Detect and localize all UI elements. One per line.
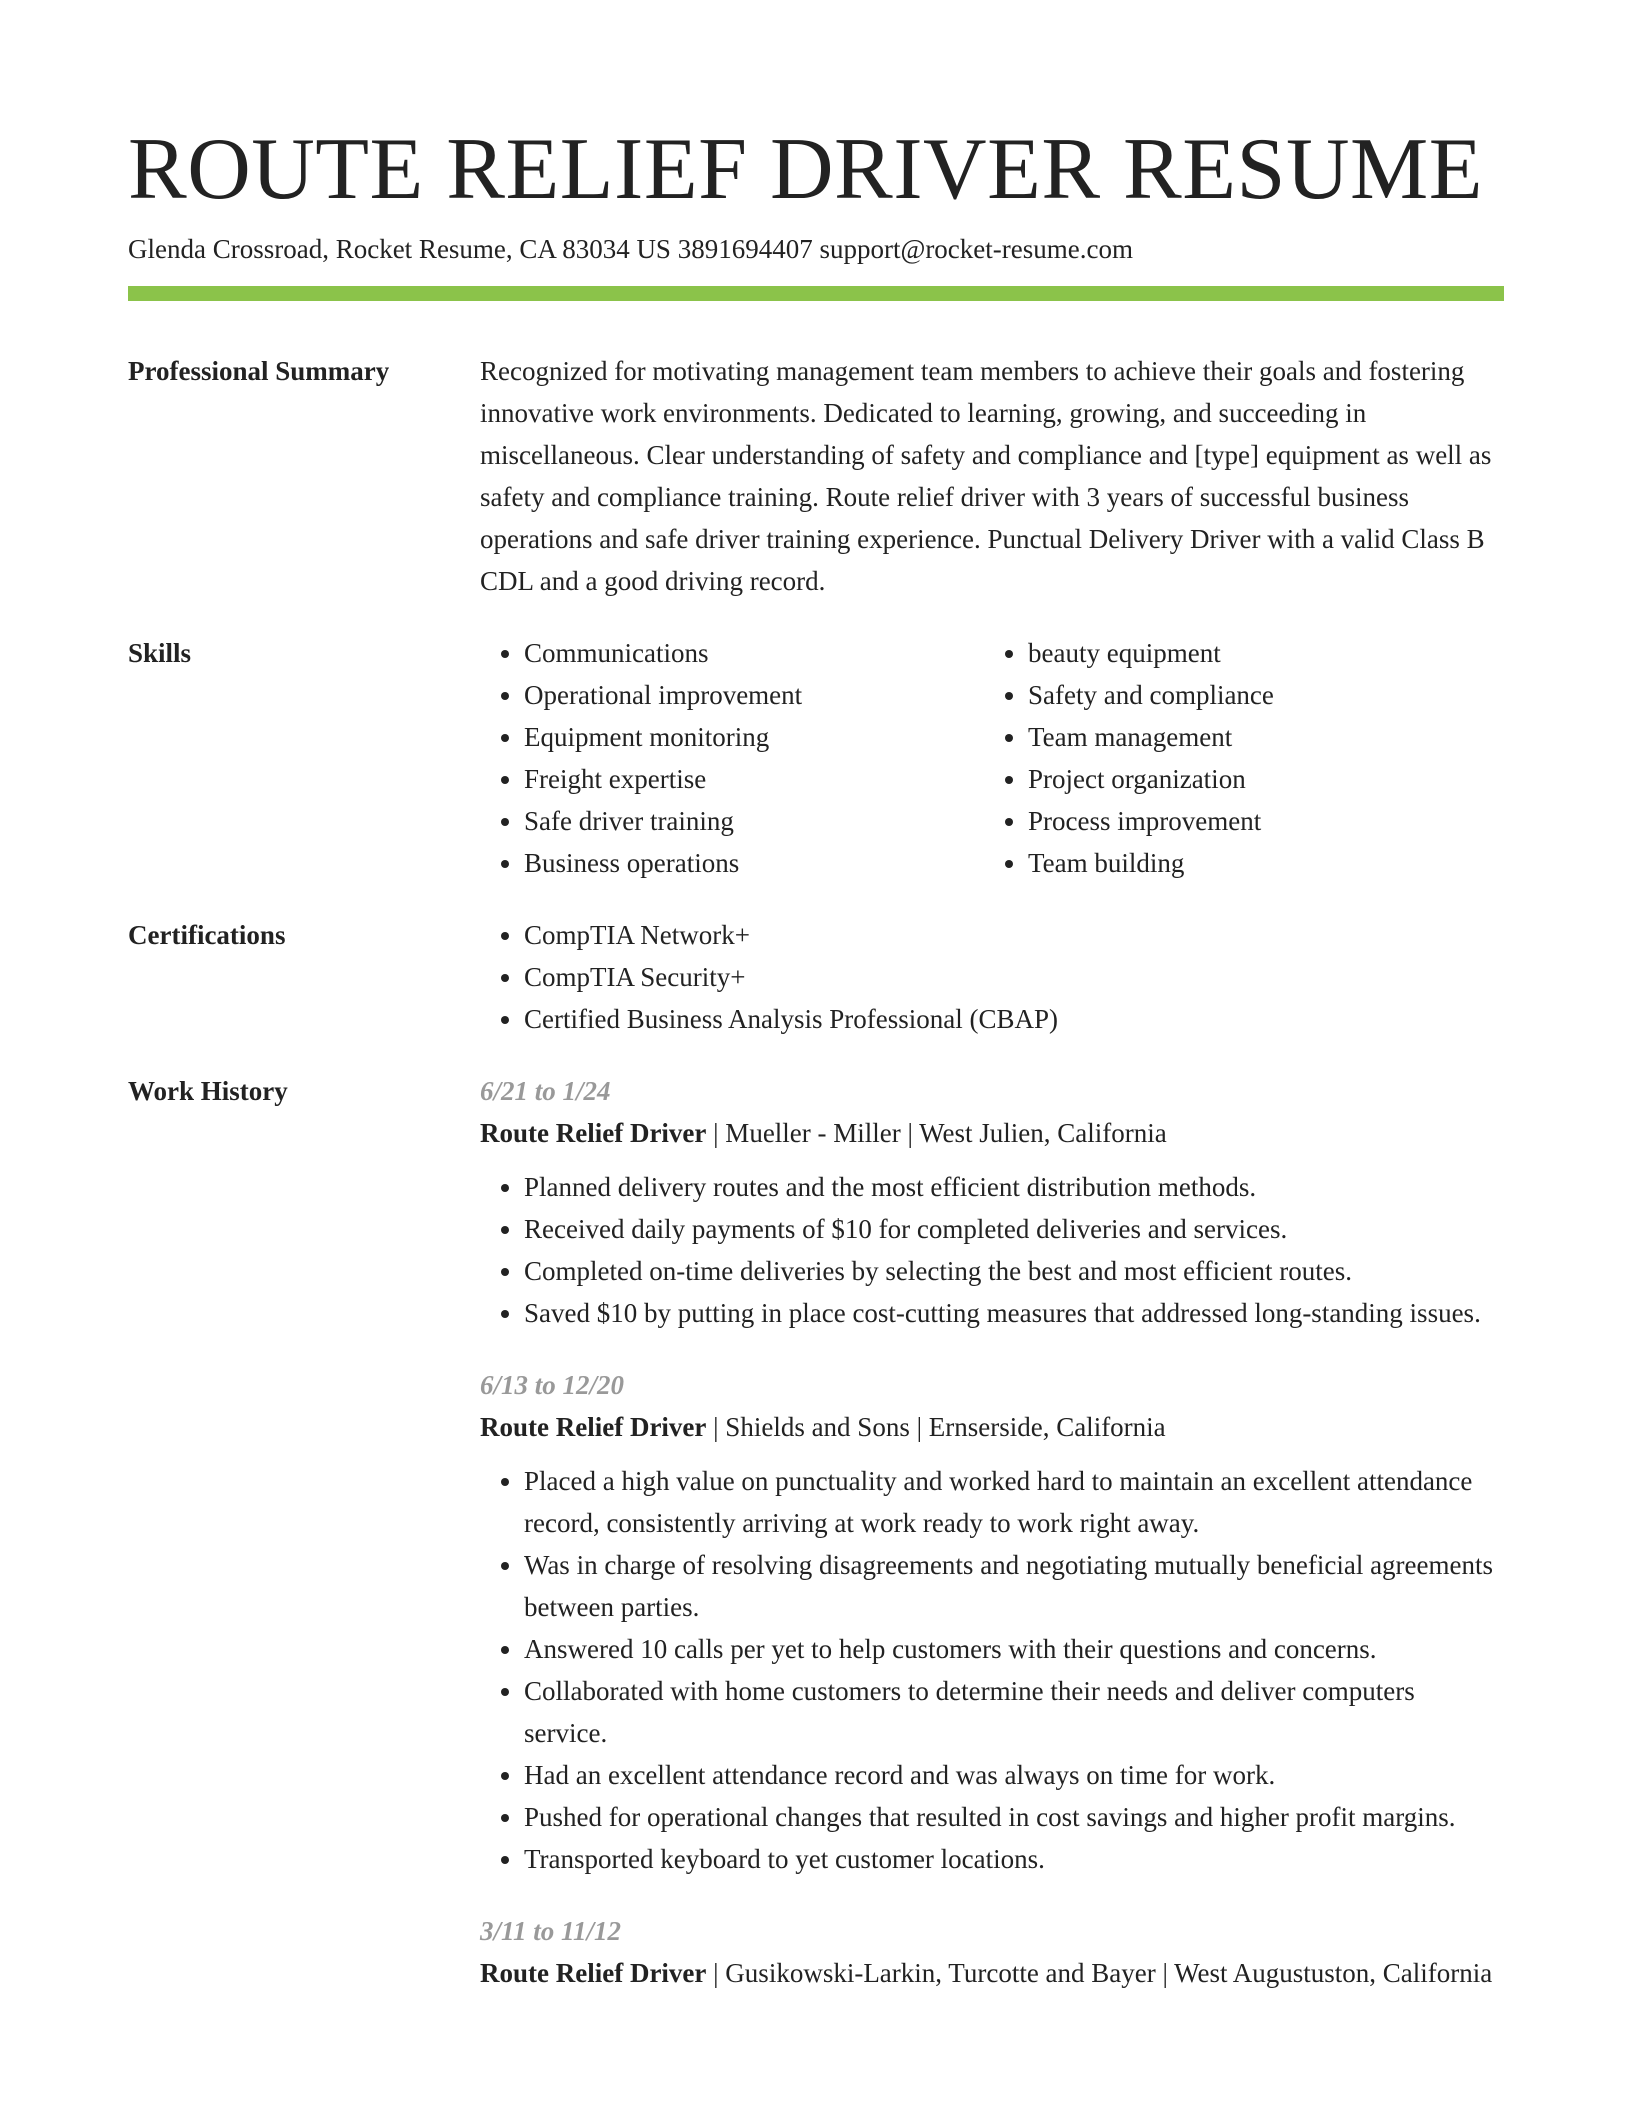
job-entry (480, 1070, 1504, 1334)
skill-item: • Safe driver training (524, 800, 984, 842)
skills-list-right (984, 632, 1488, 884)
job-bullet: • Completed on-time deliveries by selecting the best and most efficient routes. (524, 1250, 1504, 1292)
job-bullets (480, 1166, 1504, 1334)
job-title: Route Relief Driver (480, 1118, 707, 1148)
job-bullet: • Collaborated with home customers to determine their needs and deliver computers service. (524, 1670, 1504, 1754)
job-entry (480, 1364, 1504, 1880)
summary-body (480, 350, 1504, 602)
job-heading (480, 1952, 1504, 1994)
certifications-list (480, 914, 1504, 1040)
job-bullets (480, 1460, 1504, 1880)
job-bullet: • Was in charge of resolving disagreements and negotiating mutually beneficial agreements between parties. (524, 1544, 1504, 1628)
skill-item: • Equipment monitoring (524, 716, 984, 758)
job-bullet: • Saved $10 by putting in place cost-cutting measures that addressed long-standing issues. (524, 1292, 1504, 1334)
section-label-skills: Skills (128, 638, 192, 668)
work-history-section (128, 1070, 1504, 2024)
header-divider (128, 286, 1504, 301)
job-bullet: • Received daily payments of $10 for completed deliveries and services. (524, 1208, 1504, 1250)
job-title: Route Relief Driver (480, 1958, 707, 1988)
job-dates: 3/11 to 11/12 (480, 1916, 622, 1946)
job-bullet: • Answered 10 calls per yet to help customers with their questions and concerns. (524, 1628, 1504, 1670)
skill-item: • Process improvement (1028, 800, 1488, 842)
skills-section (128, 632, 1504, 884)
job-details: | Shields and Sons | Ernserside, California (706, 1412, 1166, 1442)
job-dates: 6/21 to 1/24 (480, 1076, 611, 1106)
skills-column-left (480, 632, 984, 884)
resume-sections (128, 350, 1504, 2054)
summary-text: Recognized for motivating management team members to achieve their goals and fostering innovative work environments. Dedicated to learning, growing, and succeeding in miscellaneous. Clear understanding of safety and compliance and [type] equipment as well as safety and compliance training. Route relief driver with 3 years of successful business operations and safe driver training experience. Punctual Delivery Driver with a valid Class B CDL and a good driving record. (480, 356, 1492, 596)
section-label-work-history: Work History (128, 1076, 288, 1106)
certification-item: • CompTIA Security+ (524, 956, 1504, 998)
contact-line: Glenda Crossroad, Rocket Resume, CA 83034 US 3891694407 support@rocket-resume.com (128, 234, 1133, 264)
skill-item: • Business operations (524, 842, 984, 884)
skill-item: • Safety and compliance (1028, 674, 1488, 716)
work-history-body (480, 1070, 1504, 2024)
job-dates: 6/13 to 12/20 (480, 1370, 625, 1400)
certification-item: • CompTIA Network+ (524, 914, 1504, 956)
certifications-section (128, 914, 1504, 1040)
skills-column-right (984, 632, 1488, 884)
resume-title: ROUTE RELIEF DRIVER RESUME (128, 121, 1483, 218)
skill-item: • Team management (1028, 716, 1488, 758)
section-label-summary: Professional Summary (128, 356, 390, 386)
job-entry (480, 1910, 1504, 1994)
section-label-certifications: Certifications (128, 920, 286, 950)
job-details: | Gusikowski-Larkin, Turcotte and Bayer | West Augustuston, California (706, 1958, 1493, 1988)
skills-body (480, 632, 1504, 884)
job-bullet: • Planned delivery routes and the most efficient distribution methods. (524, 1166, 1504, 1208)
skill-item: • Team building (1028, 842, 1488, 884)
job-heading (480, 1406, 1504, 1448)
skill-item: • Operational improvement (524, 674, 984, 716)
job-heading (480, 1112, 1504, 1154)
job-bullet: • Transported keyboard to yet customer locations. (524, 1838, 1504, 1880)
job-details: | Mueller - Miller | West Julien, California (706, 1118, 1167, 1148)
skills-list-left (480, 632, 984, 884)
certification-item: • Certified Business Analysis Professional (CBAP) (524, 998, 1504, 1040)
skill-item: • Project organization (1028, 758, 1488, 800)
skill-item: • beauty equipment (1028, 632, 1488, 674)
skill-item: • Communications (524, 632, 984, 674)
job-bullet: • Placed a high value on punctuality and worked hard to maintain an excellent attendance record, consistently arriving at work ready to work right away. (524, 1460, 1504, 1544)
job-bullet: • Pushed for operational changes that resulted in cost savings and higher profit margins. (524, 1796, 1504, 1838)
job-title: Route Relief Driver (480, 1412, 707, 1442)
certifications-body (480, 914, 1504, 1040)
summary-section (128, 350, 1504, 602)
skill-item: • Freight expertise (524, 758, 984, 800)
job-bullet: • Had an excellent attendance record and was always on time for work. (524, 1754, 1504, 1796)
